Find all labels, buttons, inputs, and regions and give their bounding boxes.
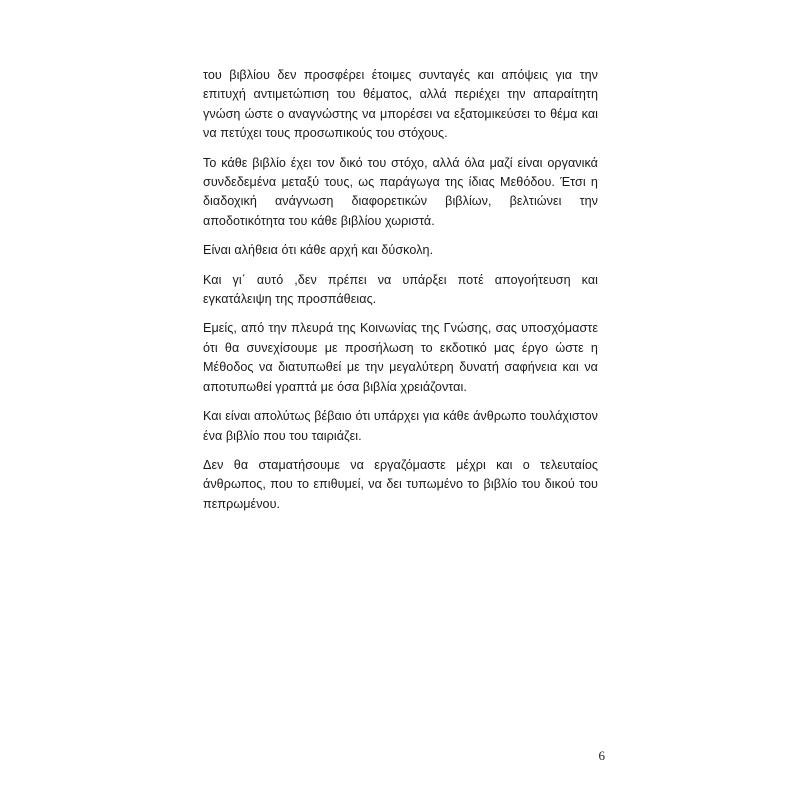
paragraph-7: Δεν θα σταματήσουμε να εργαζόμαστε μέχρι και ο τελευταίος άνθρωπος, που το επιθυμεί, να δει τυπωμένο το βιβλίο του δικού του πεπρωμένου. xyxy=(203,457,598,511)
paragraph-6: Και είναι απολύτως βέβαιο ότι υπάρχει για κάθε άνθρωπο τουλάχιστον ένα βιβλίο που του ταιριάζει. xyxy=(203,409,598,443)
body-text xyxy=(203,66,598,524)
paragraph-4: Και γι΄ αυτό ,δεν πρέπει να υπάρξει ποτέ απογοήτευση και εγκατάλειψη της προσπάθειας. xyxy=(203,272,598,307)
page-number: 6 xyxy=(598,748,605,763)
paragraph-2: Το κάθε βιβλίο έχει τον δικό του στόχο, αλλά όλα μαζί είναι οργανικά συνδεδεμένα μεταξύ τους, ως παράγωγα της ίδιας Μεθόδου. Έτσι η διαδοχική ανάγνωση διαφορετικών βιβλίων, βελτιώνει την αποδοτικότητα του κάθε βιβλίου χωριστά. xyxy=(203,155,598,228)
paragraph-3: Είναι αλήθεια ότι κάθε αρχή και δύσκολη. xyxy=(203,243,434,258)
paragraph-5: Εμείς, από την πλευρά της Κοινωνίας της Γνώσης, σας υποσχόμαστε ότι θα συνεχίσουμε με προσήλωση το εκδοτικό μας έργο ώστε η Μέθοδος να διατυπωθεί με την μεγαλύτερη δυνατή σαφήνεια και να αποτυπωθεί γραπτά με όσα βιβλία χρειάζονται. xyxy=(203,321,598,394)
paragraph-1: του βιβλίου δεν προσφέρει έτοιμες συνταγές και απόψεις για την επιτυχή αντιμετώπιση του θέματος, αλλά περιέχει την απαραίτητη γνώση ώστε ο αναγνώστης να μπορέσει να εξατομικεύσει το θέμα και να πετύχει τους προσωπικούς του στόχους. xyxy=(203,68,598,141)
